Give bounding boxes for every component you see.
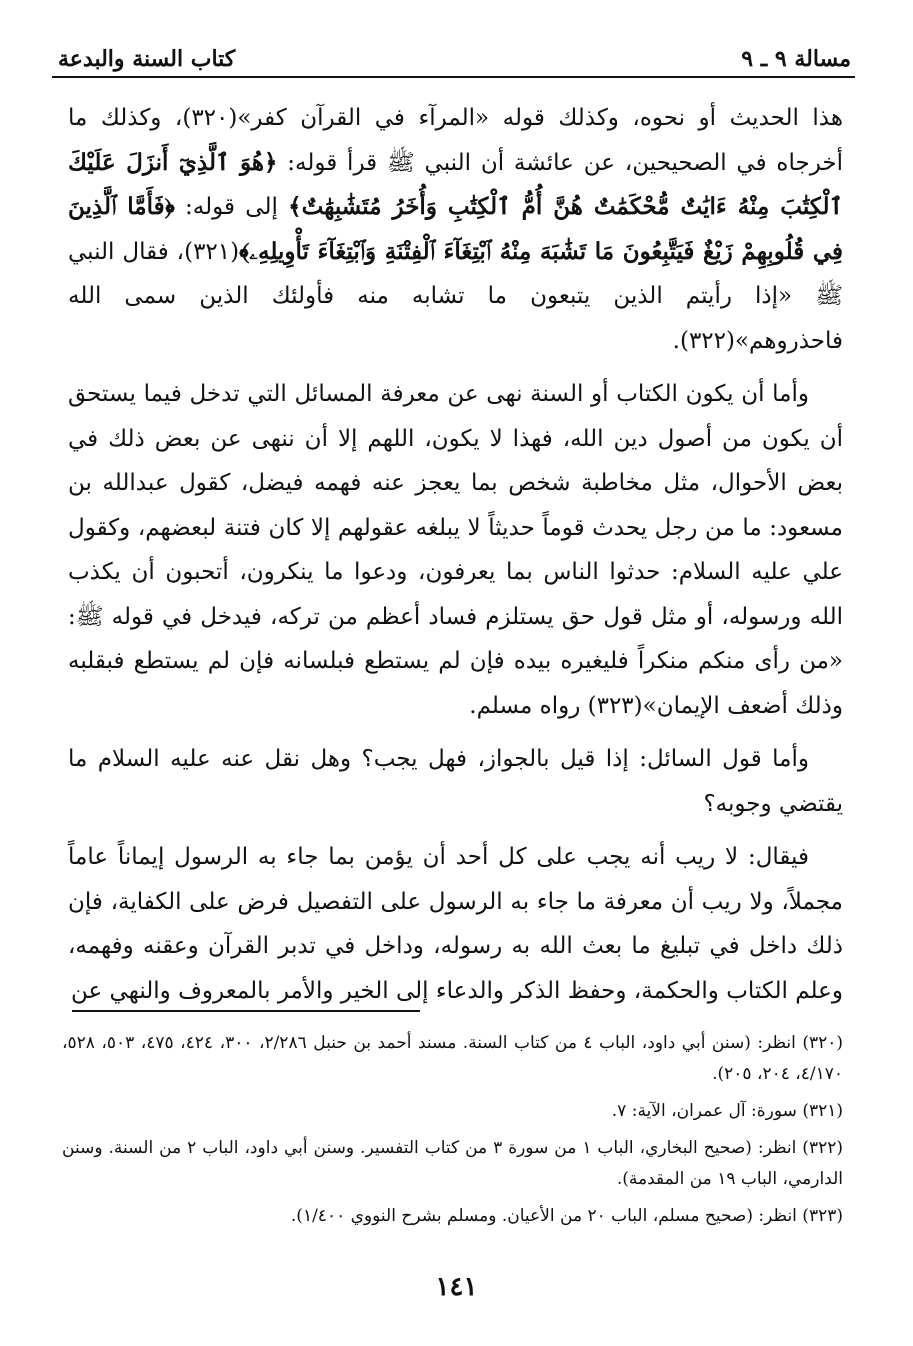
paragraph-1 bbox=[68, 96, 843, 363]
main-text bbox=[68, 96, 843, 1022]
paragraph-3: وأما قول السائل: إذا قيل بالجواز، فهل يجب؟ وهل نقل عنه عليه السلام ما يقتضي وجوبه؟ bbox=[68, 746, 843, 817]
footnote-322: (٣٢٢) انظر: (صحيح البخاري، الباب ١ من سورة ٣ من كتاب التفسير. وسنن أبي داود، الباب ٢ من السنة. وسنن الدارمي، الباب ١٩ من المقدمة). bbox=[62, 1138, 843, 1189]
footnotes bbox=[62, 1028, 843, 1238]
book-title: كتاب السنة والبدعة bbox=[58, 46, 236, 72]
quran-verse-1: ﴿هُوَ ٱلَّذِيٓ أَنزَلَ عَلَيْكَ ٱلْكِتَٰبَ مِنْهُ ءَايَٰتٌ مُّحْكَمَٰتٌ هُنَّ أُمُّ ٱلْكِتَٰبِ وَأُخَرُ مُتَشَٰبِهَٰتٌ﴾ bbox=[68, 148, 843, 220]
quran-verse-2: ﴿فَأَمَّا ٱلَّذِينَ فِي قُلُوبِهِمْ زَيْغٌ فَيَتَّبِعُونَ مَا تَشَٰبَهَ مِنْهُ ٱبْتِغَآءَ ٱلْفِتْنَةِ وَٱبْتِغَآءَ تَأْوِيلِهِۦ﴾ bbox=[68, 193, 843, 265]
paragraph-4: فيقال: لا ريب أنه يجب على كل أحد أن يؤمن بما جاء به الرسول إيماناً عاماً مجملاً، ولا ريب أن معرفة ما جاء به الرسول على التفصيل فرض على الكفاية، فإن ذلك داخل في تبليغ ما بعث الله به رسوله، وداخل في تدبر القرآن وعقنه وفهمه، وعلم الكتاب والحكمة، وحفظ الذكر والدعاء إلى الخير والأمر بالمعروف والنهي عن bbox=[68, 844, 843, 1004]
running-header bbox=[58, 38, 851, 72]
page-number: ١٤١ bbox=[435, 1272, 478, 1302]
footnote-321: (٣٢١) سورة: آل عمران، الآية: ٧. bbox=[611, 1101, 843, 1121]
paragraph-2: وأما أن يكون الكتاب أو السنة نهى عن معرفة المسائل التي تدخل فيما يستحق أن يكون من أصول دين الله، فهذا لا يكون، اللهم إلا أن ننهى عن بعض ذلك في بعض الأحوال، مثل مخاطبة شخص بما يعجز عنه فهمه فيضل، كقول عبدالله بن مسعود: ما من رجل يحدث قوماً حديثاً لا يبلغه عقولهم إلا كان فتنة لبعضهم، وكقول علي عليه السلام: حدثوا الناس بما يعرفون، ودعوا ما ينكرون، أتحبون أن يكذب الله ورسوله، أو مثل قول حق يستلزم فساد أعظم من تركه، فيدخل في قوله ﷺ: «من رأى منكم منكراً فليغيره بيده فإن لم يستطع فبلسانه فإن لم يستطع فبقلبه وذلك أضعف الإيمان»(٣٢٣) رواه مسلم. bbox=[68, 381, 843, 719]
issue-number: مسالة ٩ ـ ٩ bbox=[741, 46, 851, 72]
header-rule bbox=[52, 76, 855, 78]
footnote-320: (٣٢٠) انظر: (سنن أبي داود، الباب ٤ من كتاب السنة. مسند أحمد بن حنبل ٢/٢٨٦، ٣٠٠، ٤٢٤، ٤٧٥، ٥٠٣، ٥٢٨، ٤/١٧٠، ٢٠٤، ٢٠٥). bbox=[62, 1033, 844, 1084]
paragraph-1-middle: إلى قوله: bbox=[174, 194, 289, 220]
paragraph-1-closing: (٣٢١)، فقال النبي ﷺ «إذا رأيتم الذين يتبعون ما تشابه منه فأولئك الذين سمى الله فاحذروهم»(٣٢٢). bbox=[68, 238, 843, 354]
paragraph-1-opening: هذا الحديث أو نحوه، وكذلك قوله «المرآء في القرآن كفر»(٣٢٠)، وكذلك ما أخرجاه في الصحيحين، عن عائشة أن النبي ﷺ قرأ قوله: bbox=[68, 105, 844, 176]
footnote-323: (٣٢٣) انظر: (صحيح مسلم، الباب ٢٠ من الأعيان. ومسلم بشرح النووي ١/٤٠٠). bbox=[290, 1206, 843, 1226]
footnote-separator bbox=[72, 1010, 420, 1012]
